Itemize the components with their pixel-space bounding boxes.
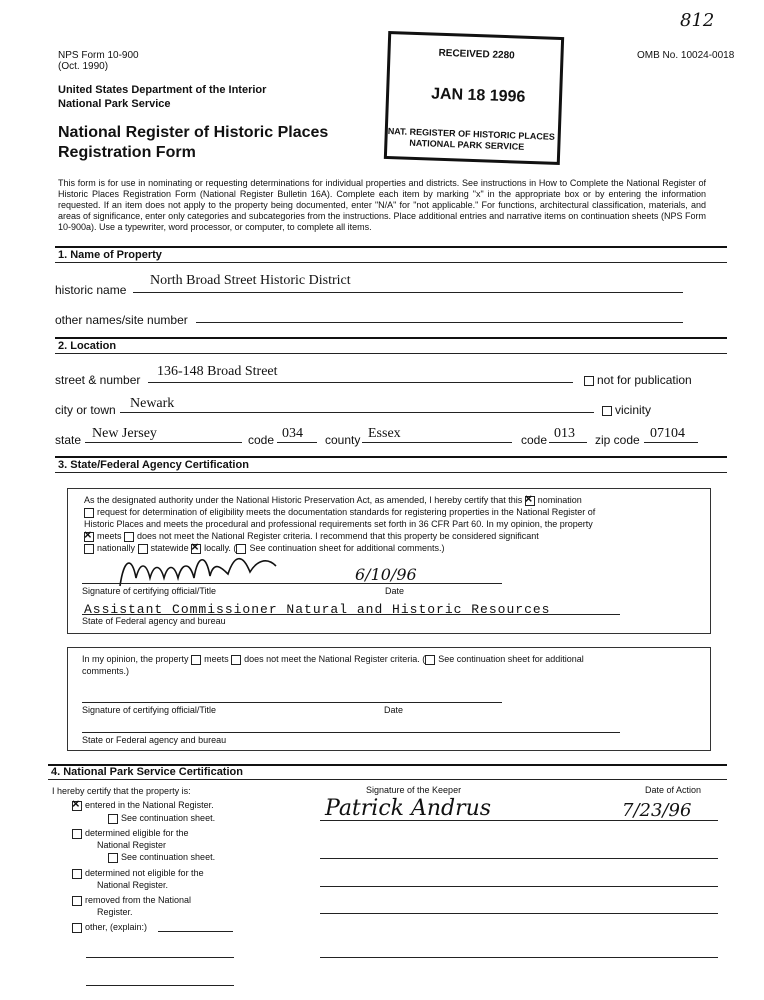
not-for-publication-checkbox[interactable] [584,376,594,386]
city-label: city or town [55,403,116,417]
agency-line-1: United States Department of the Interior [58,84,267,96]
nomination-checkbox[interactable] [525,496,535,506]
other-names-label: other names/site number [55,313,188,327]
official-date-label: Date [385,586,405,596]
date-of-action-label: Date of Action [645,785,702,795]
official-title-line [82,614,620,615]
not-eligible-line-2: National Register. [97,880,169,890]
section-2-heading: 2. Location [58,340,117,352]
official-title-typed[interactable]: Assistant Commissioner Natural and Historic Resources [84,602,551,617]
section-1-heading: 1. Name of Property [58,249,162,261]
does-not-meet-checkbox[interactable] [124,532,134,542]
section-1-underline [55,262,727,263]
vicinity-checkbox[interactable] [602,406,612,416]
state-line [85,442,242,443]
keeper-line-4 [320,913,718,914]
nationally-checkbox[interactable] [84,544,94,554]
historic-name-value[interactable]: North Broad Street Historic District [150,273,351,288]
opinion-line-1: In my opinion, the property meets does not meet the National Register criteria. ( See continuation sheet for additional [82,654,584,664]
official-sign-date: 6/10/96 [355,565,417,584]
not-for-publication[interactable]: not for publication [584,373,692,387]
eligible-checkbox[interactable] [72,829,82,839]
keeper-line-1 [320,820,718,821]
other-line-2[interactable] [86,957,234,958]
zip-value[interactable]: 07104 [650,426,685,441]
form-date: (Oct. 1990) [58,61,109,72]
request-determination-checkbox[interactable] [84,508,94,518]
state-value[interactable]: New Jersey [92,426,157,441]
section-1-rule [55,246,727,248]
section-3-underline [55,472,727,473]
state-code-line [277,442,317,443]
county-label: county [325,433,361,447]
removed-checkbox[interactable] [72,896,82,906]
action-date: 7/23/96 [622,800,692,821]
commenting-signature-line[interactable] [82,702,502,703]
opinion-not-meet-checkbox[interactable] [231,655,241,665]
keeper-line-5 [320,957,718,958]
instructions-paragraph: This form is for use in nominating or requesting determinations for individual properties and districts. See instructions in How to Complete the National Register of Historic Places Registration Form (National Register Bulletin 16A). Complete each item by marking "x" in the appropriate box or by entering the information requested. If an item does not apply to the property being documented, enter "N/A" for "not applicable." For functions, architectural classification, materials, and areas of significance, enter only categories and subcategories from the instructions. Place additional entries and narrative items on continuation sheets (NPS Form 10-900a). Use a typewriter, word processor, or computer, to complete all items. [58,178,706,232]
keeper-line-3 [320,886,718,887]
stamp-date: JAN 18 1996 [430,85,526,106]
omb-number: OMB No. 10024-0018 [637,50,735,61]
removed-option: removed from the National [72,895,191,906]
section-4-underline [48,779,727,780]
cert-line-5: nationally statewide × locally. ( See continuation sheet for additional comments.) [84,543,445,554]
eligible-continuation-checkbox[interactable] [108,853,118,863]
stamp-service: NATIONAL PARK SERVICE [409,137,525,152]
commenting-signature-label: Signature of certifying official/Title [82,705,217,715]
entered-option: ×entered in the National Register. [72,800,214,811]
entered-continuation-checkbox[interactable] [108,814,118,824]
form-title: National Register of Historic Places [58,124,329,141]
opinion-continuation-checkbox[interactable] [425,655,435,665]
section-2-underline [55,353,727,354]
city-value[interactable]: Newark [130,396,175,411]
agency-bureau-label: State of Federal agency and bureau [82,616,226,626]
cert-line-3: Historic Places and meets the procedural and professional requirements set forth in 36 CFR Part 60. In my opinion, the property [84,519,593,529]
keeper-signature: Patrick Andrus [325,796,492,821]
received-stamp [384,31,564,165]
city-line [120,412,594,413]
eligible-option: determined eligible for the [72,828,189,839]
other-checkbox[interactable] [72,923,82,933]
section-2-rule [55,337,727,339]
entered-continuation: See continuation sheet. [108,813,215,824]
form-subtitle: Registration Form [58,144,196,161]
commenting-agency-label: State or Federal agency and bureau [82,735,227,745]
vicinity[interactable]: vicinity [602,403,651,417]
removed-line-2: Register. [97,907,133,917]
agency-line-2: National Park Service [58,98,171,110]
section-4-heading: 4. National Park Service Certification [51,766,243,778]
state-code-label: code [248,433,275,447]
keeper-intro: I hereby certify that the property is: [52,786,191,796]
street-label: street & number [55,373,141,387]
section-3-heading: 3. State/Federal Agency Certification [58,459,249,471]
meets-checkbox[interactable] [84,532,94,542]
other-names-line[interactable] [196,322,683,323]
official-signature-line [82,583,502,584]
commenting-agency-line[interactable] [82,732,620,733]
other-option: other, (explain:) [72,922,147,933]
cert-line-2: request for determination of eligibility meets the documentation standards for registering properties in the National Register of [84,507,595,518]
stamp-received: RECEIVED 2280 [438,47,515,62]
commenting-date-label: Date [384,705,404,715]
other-explain-line[interactable] [158,931,233,932]
county-code-label: code [521,433,548,447]
stamp-register: NAT. REGISTER OF HISTORIC PLACES [387,126,556,142]
cert-line-1: As the designated authority under the National Historic Preservation Act, as amended, I hereby certify that this × nomination [84,495,582,506]
not-eligible-checkbox[interactable] [72,869,82,879]
street-line [148,382,573,383]
zip-line [644,442,698,443]
not-eligible-option: determined not eligible for the [72,868,204,879]
eligible-continuation: See continuation sheet. [108,852,215,863]
official-signature-label: Signature of certifying official/Title [82,586,217,596]
corner-handwritten-note: 812 [680,10,715,31]
opinion-line-2: comments.) [82,666,130,676]
street-value[interactable]: 136-148 Broad Street [157,364,278,379]
keeper-line-2 [320,858,718,859]
opinion-meets-checkbox[interactable] [191,655,201,665]
state-code-value[interactable]: 034 [282,426,303,441]
entered-checkbox[interactable] [72,801,82,811]
keeper-signature-label: Signature of the Keeper [366,785,462,795]
form-number: NPS Form 10-900 [58,50,139,61]
eligible-line-2: National Register [97,840,167,850]
county-code-value[interactable]: 013 [554,426,575,441]
zip-label: zip code [595,433,640,447]
county-value[interactable]: Essex [368,426,401,441]
cert-line-4: ×meets does not meet the National Register criteria. I recommend that this property be considered significant [84,531,539,542]
county-line [362,442,512,443]
other-line-3[interactable] [86,985,234,986]
historic-name-label: historic name [55,283,127,297]
historic-name-line [133,292,683,293]
county-code-line [549,442,587,443]
state-label: state [55,433,82,447]
section-3-rule [55,456,727,458]
